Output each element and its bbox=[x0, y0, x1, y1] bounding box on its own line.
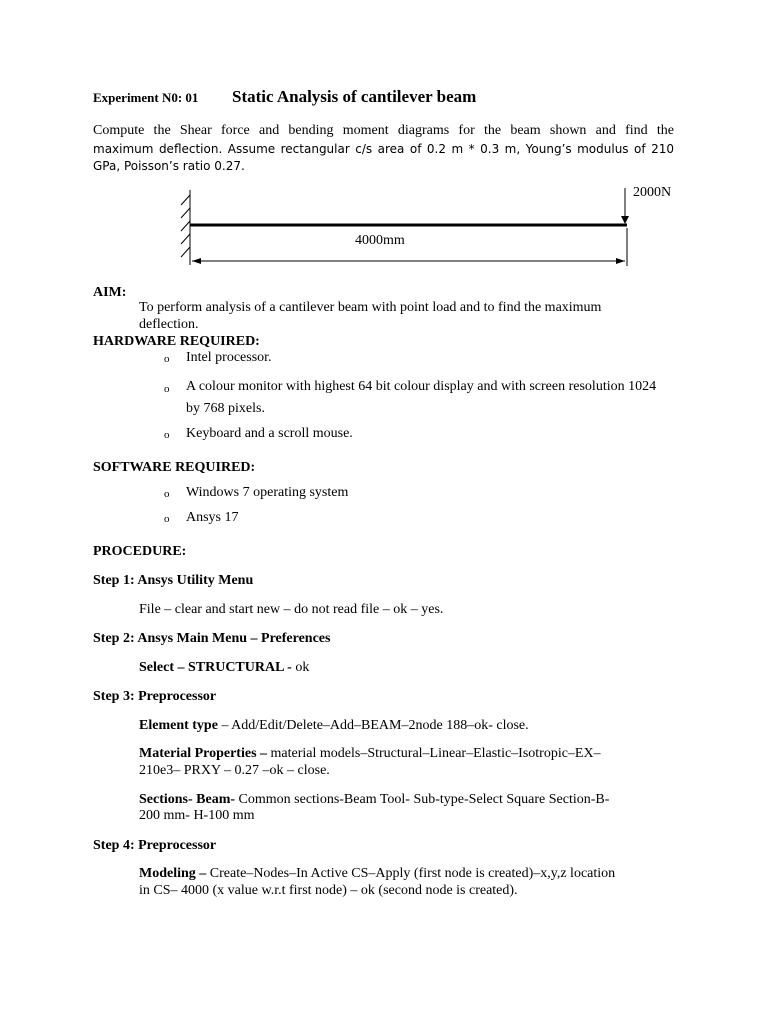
step-2-bold: Select – STRUCTURAL - bbox=[139, 660, 292, 675]
sections-label: Sections- Beam- bbox=[139, 792, 236, 807]
step-3-sections-line-1 bbox=[139, 792, 609, 808]
element-type-label: Element type bbox=[139, 718, 218, 733]
length-label: 4000mm bbox=[355, 233, 405, 248]
experiment-label: Experiment N0: 01 bbox=[93, 90, 199, 105]
page-title: Static Analysis of cantilever beam bbox=[232, 87, 477, 106]
hardware-item-2-line-2: by 768 pixels. bbox=[186, 401, 265, 416]
software-item-1: Windows 7 operating system bbox=[186, 485, 349, 500]
step-3-material-line-2: 210e3– PRXY – 0.27 –ok – close. bbox=[139, 763, 330, 778]
problem-line-2: maximum deflection. Assume rectangular c/s area of 0.2 m * 0.3 m, Young’s modulus of 210 bbox=[93, 142, 674, 156]
step-1-text: File – clear and start new – do not read file – ok – yes. bbox=[139, 602, 444, 617]
material-text-1: material models–Structural–Linear–Elastic–Isotropic–EX– bbox=[267, 746, 601, 761]
dimension-line bbox=[192, 228, 627, 266]
modeling-label: Modeling – bbox=[139, 866, 207, 881]
dimension-arrow-right bbox=[616, 258, 625, 264]
aim-heading: AIM: bbox=[93, 285, 127, 300]
aim-line-2: deflection. bbox=[139, 317, 199, 332]
hardware-item-3: Keyboard and a scroll mouse. bbox=[186, 426, 353, 441]
dimension-arrow-left bbox=[192, 258, 201, 264]
load-arrow bbox=[621, 188, 629, 224]
software-item-2: Ansys 17 bbox=[186, 510, 239, 525]
modeling-text-1: Create–Nodes–In Active CS–Apply (first node is created)–x,y,z location bbox=[206, 866, 616, 881]
bullet-icon: o bbox=[164, 513, 170, 525]
step-1-title: Step 1: Ansys Utility Menu bbox=[93, 573, 254, 588]
step-3-title: Step 3: Preprocessor bbox=[93, 689, 217, 704]
step-4-modeling-line-2: in CS– 4000 (x value w.r.t first node) – ok (second node is created). bbox=[139, 883, 518, 898]
aim-line-1: To perform analysis of a cantilever beam with point load and to find the maximum bbox=[139, 300, 602, 315]
bullet-icon: o bbox=[164, 383, 170, 395]
step-4-modeling-line-1 bbox=[139, 866, 615, 882]
procedure-heading: PROCEDURE: bbox=[93, 544, 187, 559]
step-3-material-line-1 bbox=[139, 746, 601, 762]
material-label: Material Properties – bbox=[139, 746, 268, 761]
hardware-item-1: Intel processor. bbox=[186, 350, 272, 365]
step-2-rest: ok bbox=[291, 660, 310, 675]
bullet-icon: o bbox=[164, 353, 170, 365]
step-2-title: Step 2: Ansys Main Menu – Preferences bbox=[93, 631, 331, 646]
step-3-element-type bbox=[139, 718, 529, 734]
step-2-text bbox=[139, 660, 309, 676]
hardware-heading: HARDWARE REQUIRED: bbox=[93, 334, 260, 349]
step-4-title: Step 4: Preprocessor bbox=[93, 838, 217, 853]
problem-line-3: GPa, Poisson’s ratio 0.27. bbox=[93, 159, 245, 173]
problem-line-1: Compute the Shear force and bending moment diagrams for the beam shown and find the bbox=[93, 123, 674, 138]
sections-text-1: Common sections-Beam Tool- Sub-type-Select Square Section-B- bbox=[235, 792, 610, 807]
software-heading: SOFTWARE REQUIRED: bbox=[93, 460, 256, 475]
hardware-item-2-line-1: A colour monitor with highest 64 bit colour display and with screen resolution 1024 bbox=[186, 379, 657, 394]
load-label: 2000N bbox=[633, 185, 672, 200]
bullet-icon: o bbox=[164, 488, 170, 500]
bullet-icon: o bbox=[164, 429, 170, 441]
step-3-sections-line-2: 200 mm- H-100 mm bbox=[139, 808, 255, 823]
fixed-support bbox=[181, 190, 190, 265]
element-type-text: – Add/Edit/Delete–Add–BEAM–2node 188–ok- close. bbox=[217, 718, 529, 733]
